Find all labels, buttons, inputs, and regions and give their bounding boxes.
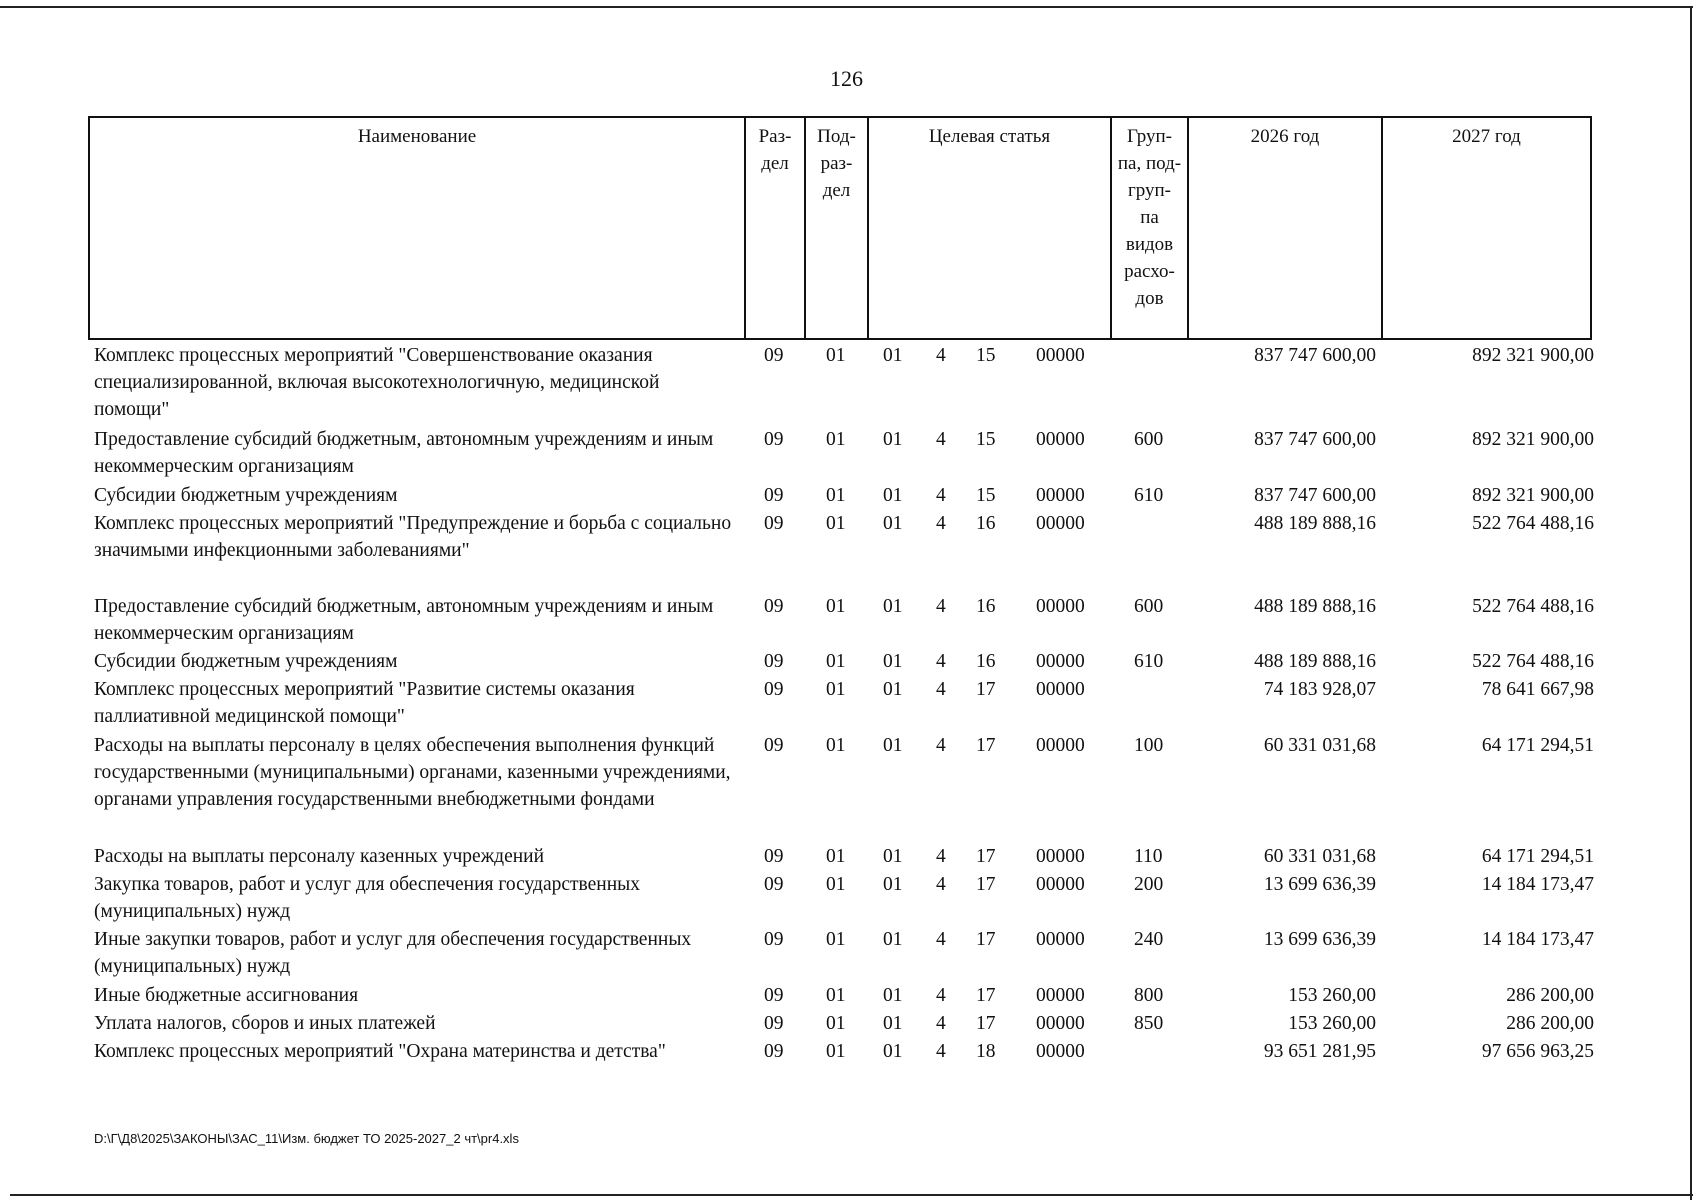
row-value-2026: 488 189 888,16 xyxy=(1254,513,1376,534)
row-target-3: 16 xyxy=(976,513,996,534)
row-target-4: 00000 xyxy=(1036,345,1085,366)
row-value-2026: 837 747 600,00 xyxy=(1254,485,1376,506)
header-year-2026: 2026 год xyxy=(1250,126,1320,147)
row-target-4: 00000 xyxy=(1036,513,1085,534)
row-value-2027: 892 321 900,00 xyxy=(1472,485,1594,506)
row-razdel: 09 xyxy=(764,1013,784,1034)
row-podrazdel: 01 xyxy=(826,485,846,506)
row-value-2026: 488 189 888,16 xyxy=(1254,651,1376,672)
row-value-2027: 14 184 173,47 xyxy=(1481,929,1594,950)
row-value-2027: 64 171 294,51 xyxy=(1481,735,1594,756)
row-target-3: 16 xyxy=(976,596,996,617)
row-group: 610 xyxy=(1134,485,1164,506)
row-target-2: 4 xyxy=(936,985,946,1006)
header-expense-group: Груп- па, под- груп- па видов расхо- дов xyxy=(1117,126,1182,309)
row-razdel: 09 xyxy=(764,874,784,895)
row-value-2027: 286 200,00 xyxy=(1506,985,1594,1006)
row-podrazdel: 01 xyxy=(826,596,846,617)
row-value-2027: 286 200,00 xyxy=(1506,1013,1594,1034)
row-target-4: 00000 xyxy=(1036,735,1085,756)
row-target-4: 00000 xyxy=(1036,1013,1085,1034)
row-target-1: 01 xyxy=(883,513,903,534)
row-target-4: 00000 xyxy=(1036,596,1085,617)
row-target-4: 00000 xyxy=(1036,846,1085,867)
row-target-4: 00000 xyxy=(1036,679,1085,700)
row-target-3: 15 xyxy=(976,345,996,366)
row-target-1: 01 xyxy=(883,1041,903,1062)
row-podrazdel: 01 xyxy=(826,679,846,700)
row-razdel: 09 xyxy=(764,735,784,756)
row-podrazdel: 01 xyxy=(826,874,846,895)
row-podrazdel: 01 xyxy=(826,1013,846,1034)
row-razdel: 09 xyxy=(764,651,784,672)
row-target-4: 00000 xyxy=(1036,429,1085,450)
row-target-4: 00000 xyxy=(1036,1041,1085,1062)
row-podrazdel: 01 xyxy=(826,985,846,1006)
row-target-1: 01 xyxy=(883,429,903,450)
row-name: Предоставление субсидий бюджетным, автономным учреждениям и иным некоммерческим организациям xyxy=(94,596,714,644)
row-target-1: 01 xyxy=(883,485,903,506)
row-target-4: 00000 xyxy=(1036,874,1085,895)
row-target-3: 17 xyxy=(976,929,996,950)
row-target-2: 4 xyxy=(936,651,946,672)
row-name: Комплекс процессных мероприятий "Совершенствование оказания специализированной, включая высокотехнологичную, медицинской помощи" xyxy=(94,345,660,420)
row-group: 200 xyxy=(1134,874,1164,895)
row-target-4: 00000 xyxy=(1036,485,1085,506)
row-target-3: 16 xyxy=(976,651,996,672)
row-group: 610 xyxy=(1134,651,1164,672)
row-value-2027: 14 184 173,47 xyxy=(1481,874,1594,895)
row-target-4: 00000 xyxy=(1036,651,1085,672)
row-razdel: 09 xyxy=(764,1041,784,1062)
row-value-2026: 153 260,00 xyxy=(1288,1013,1376,1034)
row-value-2027: 78 641 667,98 xyxy=(1481,679,1594,700)
row-value-2026: 60 331 031,68 xyxy=(1263,846,1376,867)
row-razdel: 09 xyxy=(764,929,784,950)
page-border-right xyxy=(1690,6,1692,1200)
row-target-3: 17 xyxy=(976,985,996,1006)
row-value-2026: 74 183 928,07 xyxy=(1263,679,1376,700)
row-podrazdel: 01 xyxy=(826,513,846,534)
row-target-2: 4 xyxy=(936,429,946,450)
page-number: 126 xyxy=(830,66,863,91)
row-target-3: 17 xyxy=(976,846,996,867)
row-razdel: 09 xyxy=(764,513,784,534)
row-name: Расходы на выплаты персоналу казенных учреждений xyxy=(94,846,545,867)
table-header xyxy=(88,116,1592,340)
row-value-2027: 892 321 900,00 xyxy=(1472,345,1594,366)
row-name: Закупка товаров, работ и услуг для обеспечения государственных (муниципальных) нужд xyxy=(94,874,641,922)
row-value-2027: 892 321 900,00 xyxy=(1472,429,1594,450)
row-value-2026: 837 747 600,00 xyxy=(1254,429,1376,450)
row-target-1: 01 xyxy=(883,1013,903,1034)
row-target-3: 17 xyxy=(976,1013,996,1034)
row-name: Субсидии бюджетным учреждениям xyxy=(94,651,398,672)
row-group: 240 xyxy=(1134,929,1164,950)
row-name: Комплекс процессных мероприятий "Предупреждение и борьба с социально значимыми инфекционными заболеваниями" xyxy=(94,513,732,561)
row-name: Субсидии бюджетным учреждениям xyxy=(94,485,398,506)
row-name: Предоставление субсидий бюджетным, автономным учреждениям и иным некоммерческим организациям xyxy=(94,429,714,477)
row-razdel: 09 xyxy=(764,679,784,700)
row-value-2026: 93 651 281,95 xyxy=(1263,1041,1376,1062)
row-value-2026: 60 331 031,68 xyxy=(1263,735,1376,756)
row-value-2026: 13 699 636,39 xyxy=(1263,874,1376,895)
row-group: 600 xyxy=(1134,429,1164,450)
row-target-2: 4 xyxy=(936,596,946,617)
row-value-2027: 97 656 963,25 xyxy=(1481,1041,1594,1062)
row-razdel: 09 xyxy=(764,485,784,506)
row-target-3: 15 xyxy=(976,429,996,450)
row-value-2026: 153 260,00 xyxy=(1288,985,1376,1006)
row-target-4: 00000 xyxy=(1036,985,1085,1006)
row-group: 600 xyxy=(1134,596,1164,617)
header-year-2027: 2027 год xyxy=(1452,126,1521,147)
row-podrazdel: 01 xyxy=(826,846,846,867)
row-podrazdel: 01 xyxy=(826,1041,846,1062)
row-value-2027: 64 171 294,51 xyxy=(1481,846,1594,867)
row-name: Комплекс процессных мероприятий "Охрана материнства и детства" xyxy=(94,1041,666,1062)
row-podrazdel: 01 xyxy=(826,345,846,366)
row-value-2026: 13 699 636,39 xyxy=(1263,929,1376,950)
row-target-1: 01 xyxy=(883,679,903,700)
row-target-3: 17 xyxy=(976,679,996,700)
row-target-3: 17 xyxy=(976,874,996,895)
row-name: Иные бюджетные ассигнования xyxy=(94,985,359,1006)
row-target-4: 00000 xyxy=(1036,929,1085,950)
row-target-1: 01 xyxy=(883,596,903,617)
row-razdel: 09 xyxy=(764,846,784,867)
row-target-1: 01 xyxy=(883,874,903,895)
row-target-3: 18 xyxy=(976,1041,996,1062)
row-group: 850 xyxy=(1134,1013,1164,1034)
row-value-2026: 488 189 888,16 xyxy=(1254,596,1376,617)
header-razdel: Раз- дел xyxy=(758,126,792,174)
row-target-2: 4 xyxy=(936,846,946,867)
row-group: 100 xyxy=(1134,735,1164,756)
header-name: Наименование xyxy=(357,126,477,147)
row-target-2: 4 xyxy=(936,513,946,534)
row-razdel: 09 xyxy=(764,596,784,617)
row-podrazdel: 01 xyxy=(826,929,846,950)
row-target-2: 4 xyxy=(936,735,946,756)
row-razdel: 09 xyxy=(764,985,784,1006)
header-target-article: Целевая статья xyxy=(928,126,1051,147)
footer-file-path: D:\Г\Д8\2025\ЗАКОНЫ\ЗАС_11\Изм. бюджет ТО 2025-2027_2 чт\pr4.xls xyxy=(94,1131,519,1146)
header-divider xyxy=(1187,118,1189,338)
row-value-2027: 522 764 488,16 xyxy=(1472,513,1594,534)
row-target-1: 01 xyxy=(883,846,903,867)
row-group: 110 xyxy=(1134,846,1163,867)
row-target-3: 17 xyxy=(976,735,996,756)
row-target-2: 4 xyxy=(936,929,946,950)
row-target-1: 01 xyxy=(883,345,903,366)
header-divider xyxy=(867,118,869,338)
row-target-2: 4 xyxy=(936,485,946,506)
row-target-1: 01 xyxy=(883,735,903,756)
row-name: Расходы на выплаты персоналу в целях обеспечения выполнения функций государственными (муниципальными) органами, казенными учреждениями, органами управления государственными внебюджетными фондами xyxy=(94,735,731,810)
row-razdel: 09 xyxy=(764,345,784,366)
row-target-2: 4 xyxy=(936,1041,946,1062)
row-value-2027: 522 764 488,16 xyxy=(1472,596,1594,617)
row-target-1: 01 xyxy=(883,651,903,672)
row-podrazdel: 01 xyxy=(826,429,846,450)
row-target-1: 01 xyxy=(883,985,903,1006)
row-target-2: 4 xyxy=(936,1013,946,1034)
row-value-2026: 837 747 600,00 xyxy=(1254,345,1376,366)
row-group: 800 xyxy=(1134,985,1164,1006)
row-name: Уплата налогов, сборов и иных платежей xyxy=(94,1013,436,1034)
row-value-2027: 522 764 488,16 xyxy=(1472,651,1594,672)
row-target-1: 01 xyxy=(883,929,903,950)
row-podrazdel: 01 xyxy=(826,651,846,672)
row-target-3: 15 xyxy=(976,485,996,506)
header-podrazdel: Под- раз- дел xyxy=(817,126,856,201)
row-podrazdel: 01 xyxy=(826,735,846,756)
row-target-2: 4 xyxy=(936,874,946,895)
row-name: Комплекс процессных мероприятий "Развитие системы оказания паллиативной медицинской помощи" xyxy=(94,679,635,727)
row-razdel: 09 xyxy=(764,429,784,450)
row-target-2: 4 xyxy=(936,679,946,700)
page-border-top xyxy=(0,6,1693,8)
header-divider xyxy=(1381,118,1383,338)
row-target-2: 4 xyxy=(936,345,946,366)
row-name: Иные закупки товаров, работ и услуг для обеспечения государственных (муниципальных) нужд xyxy=(94,929,692,977)
page-border-bottom xyxy=(10,1194,1693,1196)
